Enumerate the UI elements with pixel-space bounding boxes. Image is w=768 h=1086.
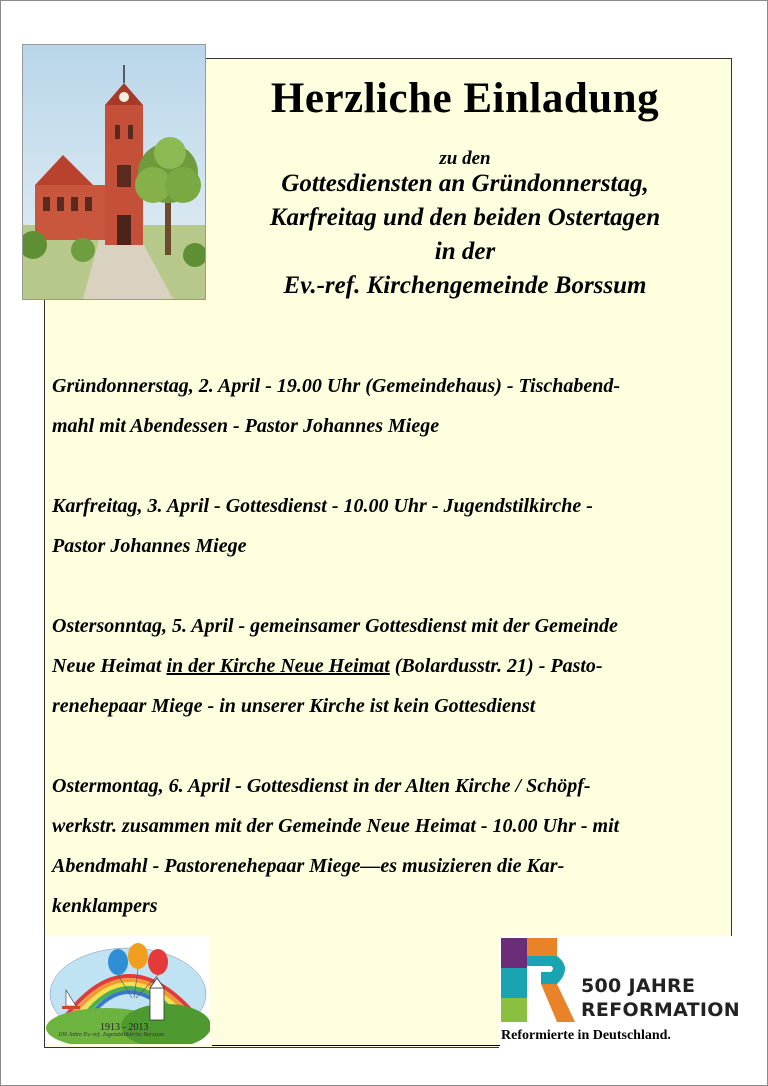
anniversary-logo <box>46 936 210 1044</box>
event-line: Ostersonntag, 5. April - gemeinsamer Gottesdienst mit der Gemeinde <box>52 615 618 637</box>
event-item-ostermontag <box>52 766 722 926</box>
event-item-ostersonntag <box>52 606 722 726</box>
event-line <box>52 646 722 686</box>
event-line: kenklampers <box>52 895 158 917</box>
anniversary-years: 1913 - 2013 <box>100 1022 149 1033</box>
reformation-logo <box>499 936 764 1048</box>
event-item-gruendonnerstag <box>52 366 722 446</box>
event-item-karfreitag <box>52 486 722 566</box>
event-line: Ostermontag, 6. April - Gottesdienst in der Alten Kirche / Schöpf- <box>52 775 591 797</box>
event-line: werkstr. zusammen mit der Gemeinde Neue Heimat - 10.00 Uhr - mit <box>52 815 620 837</box>
reformation-line-1: 500 JAHRE <box>581 975 696 997</box>
church-drawing <box>23 45 205 299</box>
event-line: Pastor Johannes Miege <box>52 535 247 557</box>
event-list <box>52 366 722 966</box>
event-line: Abendmahl - Pastorenehepaar Miege—es musizieren die Kar- <box>52 855 565 877</box>
reformation-line-2: REFORMATION <box>581 999 740 1021</box>
event-line: Gründonnerstag, 2. April - 19.00 Uhr (Gemeindehaus) - Tischabend- <box>52 375 621 397</box>
bottom-rule <box>212 1045 500 1046</box>
anniversary-arc-text: 100 Jahre Ev.-ref. Jugendstilkirche Borssum <box>58 1032 165 1038</box>
event-text: (Bolardusstr. 21) - Pasto- <box>389 655 603 677</box>
subtitle-line-1: zu den <box>439 148 491 169</box>
subtitle-line-4: in der <box>434 238 496 265</box>
subtitle-line-5: Ev.-ref. Kirchengemeinde Borssum <box>283 272 647 299</box>
event-line: Karfreitag, 3. April - Gottesdienst - 10.00 Uhr - Jugendstilkirche - <box>52 495 593 517</box>
church-illustration <box>22 44 206 300</box>
event-text: Neue Heimat <box>52 655 167 677</box>
reformation-caption: Reformierte in Deutschland. <box>501 1028 671 1043</box>
subtitle-line-2: Gottesdiensten an Gründonnerstag, <box>281 170 649 197</box>
event-location-underlined: in der Kirche Neue Heimat <box>166 655 390 677</box>
event-line: mahl mit Abendessen - Pastor Johannes Miege <box>52 415 440 437</box>
event-line: renehepaar Miege - in unserer Kirche ist kein Gottesdienst <box>52 695 536 717</box>
reformation-r-icon <box>501 938 577 1026</box>
page-title: Herzliche Einladung <box>270 75 660 122</box>
subtitle-line-3: Karfreitag und den beiden Ostertagen <box>269 204 661 231</box>
reformation-wordmark <box>581 974 740 1022</box>
